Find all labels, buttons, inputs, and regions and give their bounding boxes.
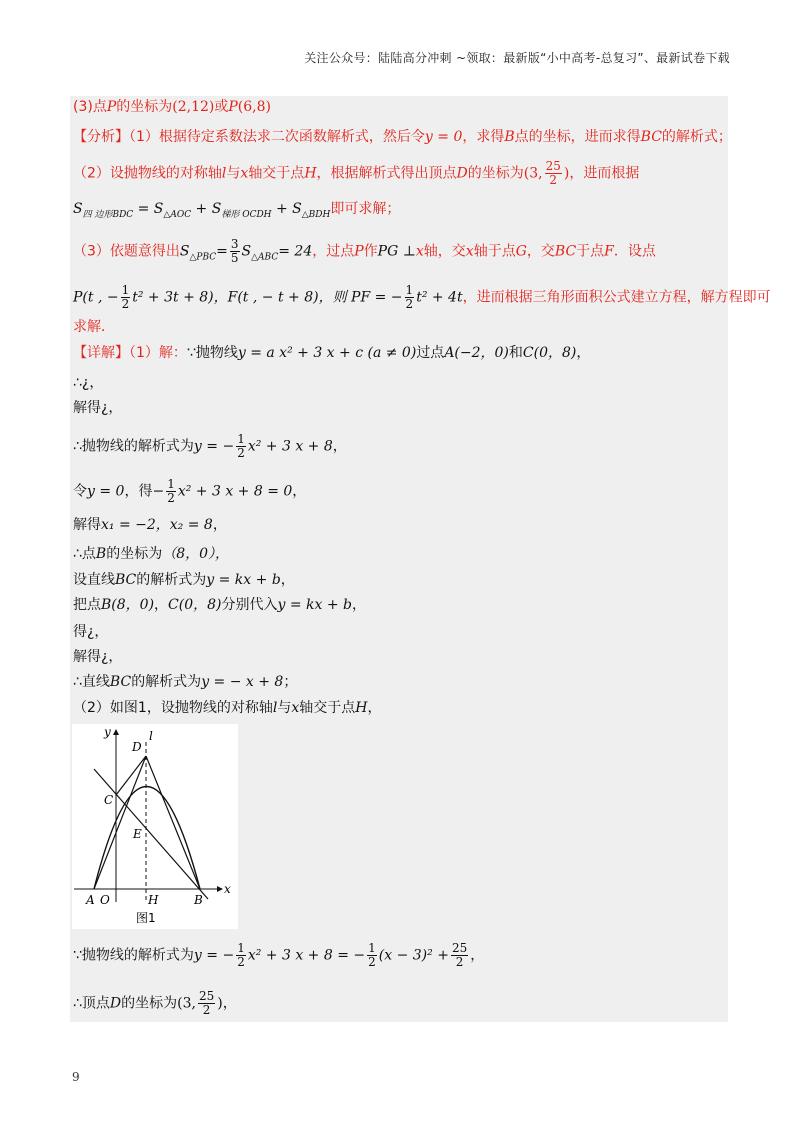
segment-cd <box>116 756 146 795</box>
detail-line-2: ∴¿， <box>73 375 104 391</box>
segment-db <box>146 756 200 889</box>
label-l: l <box>149 729 153 743</box>
label-x: x <box>224 882 231 896</box>
segment-ad <box>94 756 146 889</box>
label-y: y <box>104 725 111 739</box>
analysis-line-4: （3）依题意得出$S_{\triangle PBC}=$ $\frac{3}{5}$ $S_{\triangle ABC}= 24$，过点P作PG ⊥x轴，交x轴于点G，交BC于点F．设点 <box>73 237 656 265</box>
analysis-line-1: 【分析】（1）根据待定系数法求二次函数解析式，然后令y = 0，求得B点的坐标，进而求得BC的解析式； <box>73 129 732 145</box>
answer-3: (3)点P的坐标为(2,12)或P(6,8) <box>73 99 271 115</box>
detail-line-12: ∴直线BC的解析式为y = − x + 8； <box>73 674 298 690</box>
label-B: B <box>194 893 203 907</box>
detail-line-5: 令y = 0，得− $\frac{1}{2}$ x² + 3 x + 8 = 0， <box>73 477 307 505</box>
page-header: 关注公众号：陆陆高分冲刺 ~领取：最新版“小中高考-总复习”、最新试卷下载 <box>304 51 730 65</box>
analysis-line-3: $S_{四 边形BDC} = S_{\triangle AOC} + S_{梯形 OCDH} + S_{\triangle BDH}$即可求解； <box>73 201 401 220</box>
detail-line-4: ∴抛物线的解析式为y = − $\frac{1}{2}$ x² + 3 x + 8， <box>73 432 347 460</box>
analysis-line-6: 求解． <box>73 319 115 335</box>
detail-line-10: 得¿， <box>73 624 109 640</box>
analysis-line-5: P(t , − $\frac{1}{2}$ t² + 3t + 8)，F(t , − t + 8)，则 PF = − $\frac{1}{2}$ t² + 4t，进而根据三角形面积公式建立方程，解方程即可 <box>73 283 771 311</box>
detail-line-15: ∴顶点D的坐标为(3, $\frac{25}{2}$ )， <box>73 989 237 1017</box>
label-C: C <box>104 793 114 807</box>
figure-1 <box>72 724 238 929</box>
figure-caption: 图1 <box>136 911 156 925</box>
detail-line-7: ∴点B的坐标为（8，0）， <box>73 546 230 562</box>
parabola-diagram <box>72 724 238 929</box>
detail-line-8: 设直线BC的解析式为y = kx + b， <box>73 572 295 588</box>
detail-line-14: ∵抛物线的解析式为y = − $\frac{1}{2}$ x² + 3 x + 8 = − $\frac{1}{2}$ (x − 3)² + $\frac{25}{2}$ ， <box>73 941 485 969</box>
analysis-line-2: （2）设抛物线的对称轴l与x轴交于点H，根据解析式得出顶点D的坐标为(3, $\frac{25}{2}$ )，进而根据 <box>73 159 640 187</box>
label-D: D <box>132 740 142 754</box>
label-O: O <box>100 893 110 907</box>
label-E: E <box>133 827 142 841</box>
detail-line-6: 解得x₁ = −2，x₂ = 8， <box>73 517 227 533</box>
detail-line-9: 把点B(8，0)，C(0，8)分别代入y = kx + b， <box>73 597 366 613</box>
label-H: H <box>148 893 159 907</box>
detail-line-3: 解得¿， <box>73 400 123 416</box>
detail-line-11: 解得¿， <box>73 649 123 665</box>
detail-line-13: （2）如图1，设抛物线的对称轴l与x轴交于点H， <box>73 700 382 716</box>
label-A: A <box>86 893 95 907</box>
page-number: 9 <box>72 1070 80 1084</box>
detail-line-1: 【详解】（1）解：∵抛物线y = a x² + 3 x + c (a ≠ 0)过点A(−2，0)和C(0，8)， <box>73 345 591 361</box>
